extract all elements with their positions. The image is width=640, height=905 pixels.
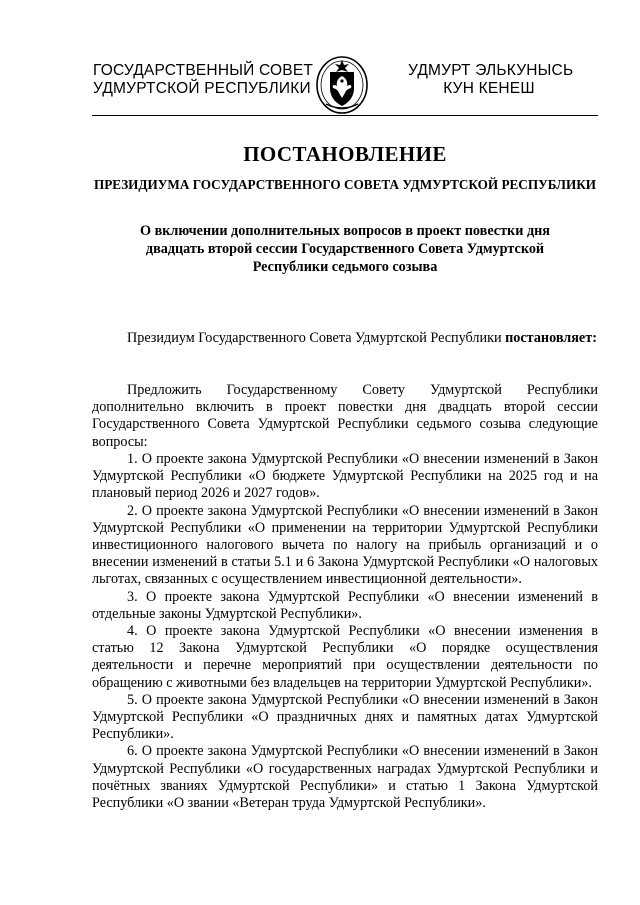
items-list [92,451,598,812]
document-page [92,0,598,905]
preamble-decision: постановляет: [505,330,597,346]
document-subject: О включении дополнительных вопросов в проект повестки дня двадцать второй сессии Государственного Совета Удмуртской Республики седьмого созыва [140,223,550,275]
preamble-text: Президиум Государственного Совета Удмуртской Республики [127,330,502,346]
letterhead [92,0,598,120]
letterhead-left-line2: УДМУРТСКОЙ РЕСПУБЛИКИ [93,80,311,97]
letterhead-left [93,62,313,98]
preamble [92,330,598,347]
letterhead-right [408,62,574,98]
list-item: 2. О проекте закона Удмуртской Республики «О внесении изменений в Закон Удмуртской Республики «О применении на территории Удмуртской Республики инвестиционного налогового вычета по налогу на прибыль организаций и о внесении изменений в статьи 5.1 и 6 Закона Удмуртской Республики «О налоговых льготах, связанных с осуществлением инвестиционной деятельности». [92,502,598,588]
letterhead-right-line1: УДМУРТ ЭЛЬКУНЫСЬ [408,62,574,79]
udmurt-coat-of-arms-icon [314,52,370,116]
letterhead-divider [92,115,598,116]
document-title: ПОСТАНОВЛЕНИЕ [243,142,447,166]
intro-text: Предложить Государственному Совету Удмуртской Республики дополнительно включить в проект повестки дня двадцать второй сессии Государственного Совета Удмуртской Республики седьмого созыва следующие вопросы: [92,382,598,450]
letterhead-left-line1: ГОСУДАРСТВЕННЫЙ СОВЕТ [93,62,314,79]
intro-paragraph [92,382,598,451]
preamble-paragraph [92,330,598,347]
list-item: 6. О проекте закона Удмуртской Республики «О внесении изменений в Закон Удмуртской Республики «О государственных наградах Удмуртской Республики и почётных званиях Удмуртской Республики» и статью 1 Закона Удмуртской Республики «О звании «Ветеран труда Удмуртской Республики». [92,743,598,812]
document-subtitle: ПРЕЗИДИУМА ГОСУДАРСТВЕННОГО СОВЕТА УДМУРТСКОЙ РЕСПУБЛИКИ [93,177,597,192]
list-item: 4. О проекте закона Удмуртской Республики «О внесении изменения в статью 12 Закона Удмуртской Республики «О порядке осуществления деятельности и перечне мероприятий при осуществлении деятельности по обращению с животными без владельцев на территории Удмуртской Республики». [92,623,598,691]
letterhead-right-line2: КУН КЕНЕШ [443,80,535,97]
list-item: 1. О проекте закона Удмуртской Республики «О внесении изменений в Закон Удмуртской Республики «О бюджете Удмуртской Республики на 2025 год и на плановый период 2026 и 2027 годов». [92,451,598,502]
list-item: 3. О проекте закона Удмуртской Республики «О внесении изменений в отдельные законы Удмуртской Республики». [92,588,598,622]
list-item: 5. О проекте закона Удмуртской Республики «О внесении изменений в Закон Удмуртской Республики «О праздничных днях и памятных датах Удмуртской Республики». [92,691,598,743]
